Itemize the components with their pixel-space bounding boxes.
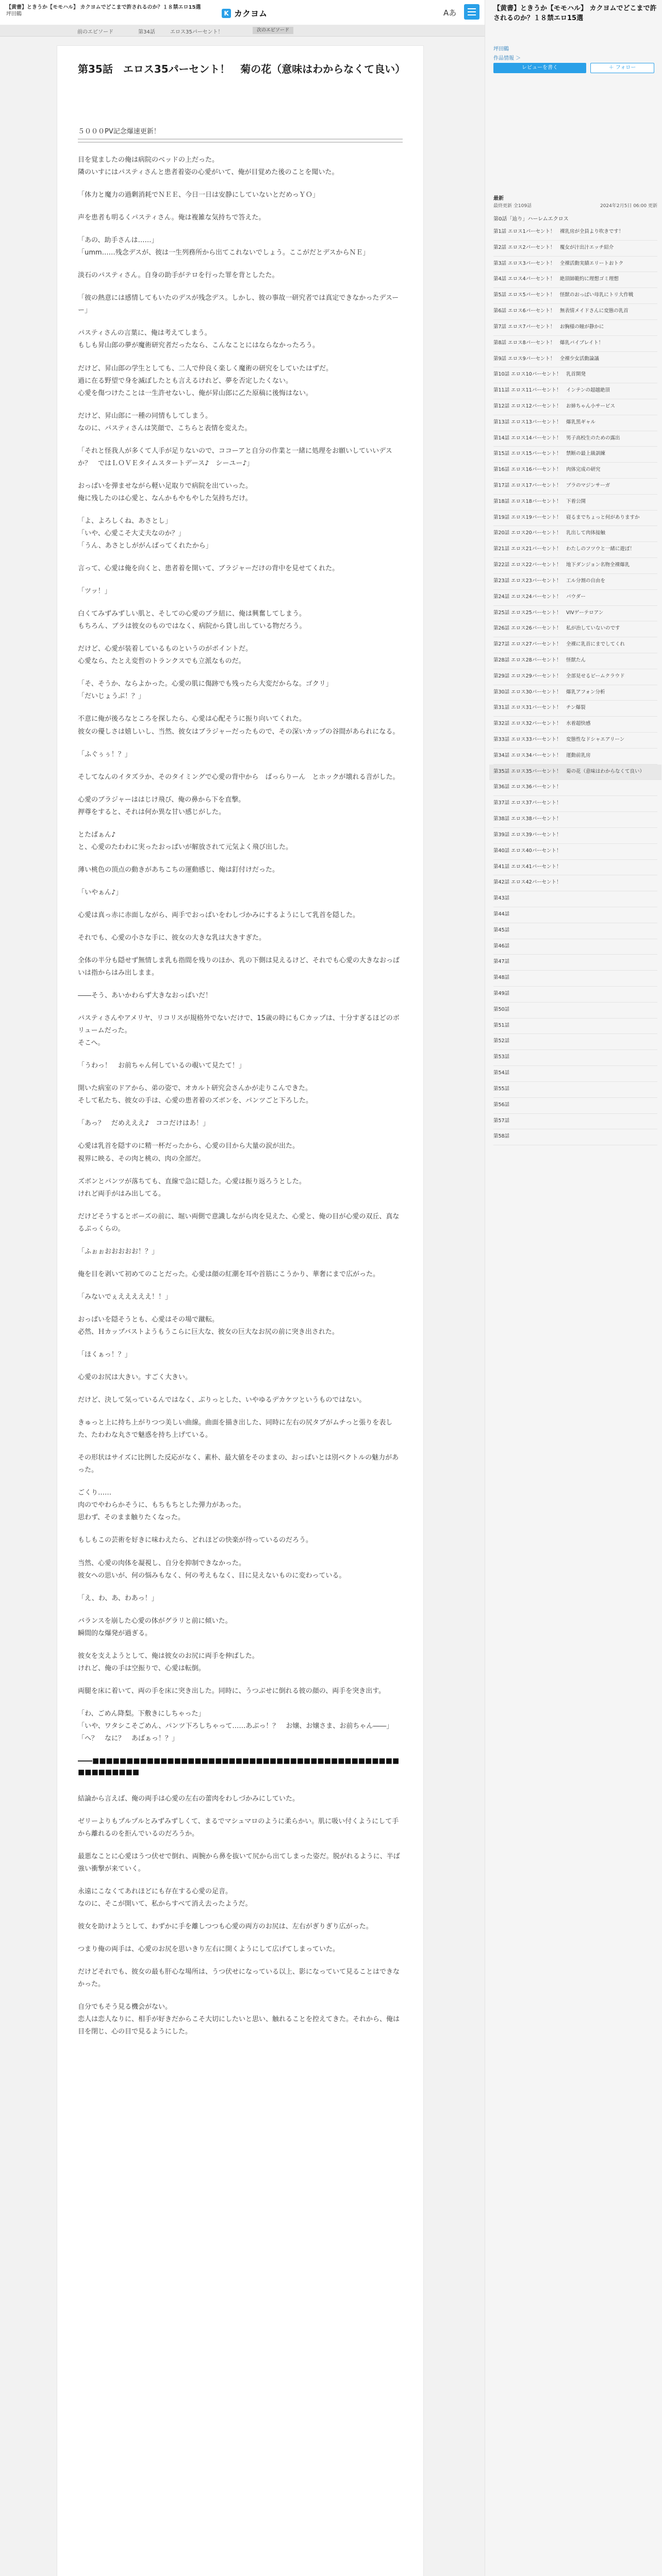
episode-body bbox=[57, 45, 424, 2576]
toc-episode-item[interactable]: 第28話 エロス28パーセント！ 怪獣たん bbox=[493, 653, 657, 669]
episode-paragraph: 「彼の熱意には感情してもいたのデスが残念デス。しかし、彼の事故一研究者では真定できなかったデスーー」 bbox=[78, 294, 399, 315]
toc-episode-item[interactable]: 第49話 bbox=[493, 987, 657, 1003]
episode-paragraph: もしもこの芸術を好きに味わえたら、どれほどの快楽が待っているのだろう。 bbox=[78, 1536, 313, 1545]
episode-paragraph: 彼女を支えようとして、俺は彼女のお尻に両手を伸ばした。 けれど、俺の手は空振りで、心愛は転倒。 bbox=[78, 1652, 259, 1672]
toc-meta-count: 最終更新 全109話 bbox=[493, 204, 532, 209]
toc-episode-item[interactable]: 第12話 エロス12パーセント！ お姉ちゃん小サービス bbox=[493, 399, 657, 415]
divider bbox=[78, 142, 403, 143]
toc-episode-item[interactable]: 第35話 エロス35パーセント！ 菊の花（意味はわからなくて良い） bbox=[489, 765, 661, 781]
episode-paragraph: ズボンとパンツが落ちても、直線で急に隠した。心愛は振り返ろうとした。 けれど両手がはみ出してる。 bbox=[78, 1177, 306, 1198]
toc-episode-item[interactable]: 第14話 エロス14パーセント！ 男子高校生のための露出 bbox=[493, 431, 657, 447]
toc-episode-item[interactable]: 第44話 bbox=[493, 907, 657, 923]
toc-heading: 最新 bbox=[493, 196, 504, 201]
table-of-contents bbox=[493, 225, 657, 1145]
episode-paragraph: 開いた病室のドアから、弟の姿で、オカルト研究会さんかが走りこんできた。 そして私たち、彼女の手は、心愛の患者着のズボンを、パンツごと下ろした。 bbox=[78, 1084, 313, 1105]
toc-episode-item[interactable]: 第16話 エロス16パーセント！ 肉体完成の研究 bbox=[493, 463, 657, 479]
episode-paragraph: だけどそうするとボーズの前に、堀い両側で意識しながら肉を見えた、心愛と、俺の目が心愛の双丘、真なるぷっくらの。 bbox=[78, 1212, 400, 1233]
episode-paragraph: 「いやぁん♪」 bbox=[78, 888, 123, 896]
episode-paragraph: 「みないでぇえええええ！！」 bbox=[78, 1293, 172, 1301]
episode-paragraph: 淡石のパスティさん。自身の助手がテロを行った罪を背としたた。 bbox=[78, 272, 279, 280]
episode-paragraph: 「うわっ！ お前ちゃん何しているの覗いて見たて！」 bbox=[78, 1062, 245, 1070]
episode-paragraph: だけど、心愛が装着しているものというのがポイントだ。 心愛なら、たとえ変哲のトランクスでも立派なものだ。 bbox=[78, 645, 253, 666]
episode-paragraph: 「ツッ！」 bbox=[78, 587, 111, 596]
episode-paragraph: 全体の半分も隠せず無情しま乳も指間を残りのほか、乳の下側は見えるけど、それでも心愛の大きなおっぱいは指からはみ出しまま。 bbox=[78, 957, 400, 977]
toc-episode-item[interactable]: 第41話 エロス41パーセント！ bbox=[493, 860, 657, 876]
work-info-link[interactable]: 作品情報 ＞ bbox=[493, 56, 521, 61]
episode-paragraph: 「それと怪我人が多くて人手が足りないので、ココーアと自分の作業と一緒に処理をお願いしていいデスか？ ではＬＯＶＥタイムスタートデース♪ シーユー♪」 bbox=[78, 447, 392, 467]
toc-episode-item[interactable]: 第2話 エロス2パーセント！ 覆女が汁出汁エッチ紹介 bbox=[493, 241, 657, 257]
episode-paragraph: おっぱいを弾ませながら軽い足取りで病院を出ていった。 俺に残したのは心愛と、なんかもやもやした気持ちだけ。 bbox=[78, 482, 253, 502]
episode-paragraph: 両腿を床に着いて、両の手を床に突き出した。同時に、うつぶせに倒れる彼の顔の、両手を突き出す。 bbox=[78, 1687, 386, 1695]
divider bbox=[78, 139, 403, 140]
font-size-toggle[interactable]: Aあ bbox=[443, 8, 457, 18]
header-work-title-text[interactable]: 【黄書】ときうか【モモハル】 カクヨムでどこまで許されるのか？１８禁エロ15選 bbox=[6, 5, 201, 10]
toc-episode-item[interactable]: 第37話 エロス37パーセント！ bbox=[493, 796, 657, 812]
episode-paragraph: 心愛のブラジャーははじけ飛び、俺の鼻から下を直撃。 押尊をすると、それは何か異な甘い感じがした。 bbox=[78, 795, 245, 816]
toc-episode-item[interactable]: 第10話 エロス10パーセント！ 乳首開発 bbox=[493, 367, 657, 383]
toc-episode-item[interactable]: 第21話 エロス21パーセント！ わたしのフツウと一緒に遊ぼ！ bbox=[493, 542, 657, 558]
toc-episode-item[interactable]: 第55話 bbox=[493, 1082, 657, 1098]
episode-paragraph: 「体力と魔力の過剰消耗でＮＥＥ、今日一日は安静にしていないとだめっＹＯ」 bbox=[78, 191, 319, 199]
episode-paragraph: 当然、心愛の肉体を凝視し、自分を抑制できなかった。 彼女への思いが、何の悩みもなく、何の考えもなく、目に見えないものに変わっている。 bbox=[78, 1559, 346, 1580]
episode-paragraph: バランスを崩した心愛の体がグラリと前に傾いた。 瞬間的な爆発が過ぎる。 bbox=[78, 1617, 232, 1637]
toc-episode-item[interactable]: 第52話 bbox=[493, 1034, 657, 1050]
current-episode-label: エロス35パーセント！ bbox=[170, 29, 223, 35]
toc-episode-item[interactable]: 第30話 エロス30パーセント！ 爆乳アフォン分析 bbox=[493, 685, 657, 701]
episode-paragraph: だけどそれでも、彼女の最も肝心な場所は、うつ伏せになっている以上、影になっていて見ることはできなかった。 bbox=[78, 1968, 400, 1989]
header-author[interactable]: 坪田鶴 bbox=[6, 11, 22, 17]
sidebar-author bbox=[493, 44, 509, 52]
episode-nav-bar bbox=[0, 25, 485, 37]
episode-paragraph: 「ふぉぉおおおおお！？」 bbox=[78, 1247, 159, 1256]
episode-paragraph: 目を覚ましたの俺は病院のベッドの上だった。 隣のいすにはパスティさんと患者着姿の心愛がいて、俺が目覚めた後のことを聞いた。 bbox=[78, 156, 339, 177]
toc-episode-item[interactable]: 第20話 エロス20パーセント！ 乳出して肉体接触 bbox=[493, 526, 657, 542]
episode-paragraph: 薄い桃色の頂点の動きがあちこちの運動感じ、俺は釘付けだった。 bbox=[78, 866, 279, 874]
episode-paragraph: 心愛のお尻は大きい。すごく大きい。 bbox=[78, 1374, 192, 1382]
toc-episode-item[interactable]: 第3話 エロス3パーセント！ 全裸活動実績エリートおトク bbox=[493, 257, 657, 273]
episode-paragraph: 「ほくぁっ！？」 bbox=[78, 1351, 131, 1359]
toc-episode-item[interactable]: 第6話 エロス6パーセント！ 無表情メイドさんに変態の乳首 bbox=[493, 304, 657, 320]
episode-paragraph: 言って、心愛は俺を向くと、患者着を開いて、ブラジャーだけの背中を見せてくれた。 bbox=[78, 565, 339, 573]
episode-paragraph: その形状はサイズに比例した反応がなく、素朴、最大値をそのままの、おっぱいとは別ベクトルの魅力があった。 bbox=[78, 1454, 399, 1475]
menu-button[interactable] bbox=[464, 4, 479, 20]
episode-paragraph: ごくり…… 肉のでやわらかそうに、もちもちとした弾力があった。 思わず、そのまま触りたくなった。 bbox=[78, 1489, 245, 1522]
episode-paragraph: パスティさんの言葉に、俺は考えてしまう。 もしも昇山郎の夢が魔術研究者だったなら、こんなことにはならなかったろう。 bbox=[78, 329, 320, 350]
toc-episode-item[interactable]: 第42話 エロス42パーセント！ bbox=[493, 875, 657, 891]
toc-episode-item[interactable]: 第39話 エロス39パーセント！ bbox=[493, 828, 657, 844]
toc-episode-item[interactable]: 第18話 エロス18パーセント！ 下着公開 bbox=[493, 495, 657, 511]
episode-paragraph: 心愛は乳首を隠すのに精一杯だったから、心愛の目から大量の涙が出た。 視界に映る、その肉と桃の、肉の全部だ。 bbox=[78, 1142, 300, 1163]
toc-episode-item[interactable]: 第56話 bbox=[493, 1098, 657, 1114]
episode-paragraph: 「わ、ごめん降梨。下敷きにしちゃった」 「いや、ワタシこそごめん、パンツ下ろしちゃって……あぶっ！？ お嬢、お嬢さま、お前ちゃん――」 「へ？ なに？ あばぁっ！？」 bbox=[78, 1709, 393, 1742]
toc-episode-item[interactable]: 第46話 bbox=[493, 939, 657, 955]
toc-episode-item[interactable]: 第7話 エロス7パーセント！ お胸様の瞳が静かに bbox=[493, 320, 657, 336]
episode-paragraph: 「あっ？ だめえええ♪ ココだけはあ！」 bbox=[78, 1120, 210, 1128]
episode-paragraph: だけど、昇山郎の学生としても、二人で仲良く楽しく魔術の研究をしていたはずだ。 過に在る野望で身を滅ぼしたとも言えるけれど、夢を否定したくない。 心愛を傷つけたことは一生許せないし、俺が昇山郎に乙た原稿に後悔はない。 bbox=[78, 364, 333, 397]
toc-episode-item[interactable]: 第19話 エロス19パーセント！ 寝るまでちょっと何がありますか bbox=[493, 511, 657, 527]
episode-paragraph: 俺を目を剥いて初めてのことだった。心愛は顔の紅潮を耳や首筋にこうかり、華奢にまで広がった。 bbox=[78, 1270, 380, 1278]
episode-paragraph: 「そ、そうか、ならよかった。心愛の肌に傷跡でも残ったら大変だからな。ゴクリ」 「だいじょうぶ！？」 bbox=[78, 680, 333, 701]
toc-episode-item[interactable]: 第22話 エロス22パーセント！ 地下ダンジョン名物全裸爆乳 bbox=[493, 558, 657, 574]
toc-episode-item[interactable]: 第9話 エロス9パーセント！ 全裸少女活動論議 bbox=[493, 352, 657, 368]
episode-paragraph: 心愛は真っ赤に赤面しながら、両手でおっぱいをわしづかみにするようにして乳首を隠した。 bbox=[78, 911, 360, 919]
episode-paragraph: ゼリーよりもプルプルとみずみずしくて、まるでマシュマロのように柔らかい。肌に吸い付くようにして手から離れるのを拒んでいるのだろうか。 bbox=[78, 1817, 399, 1838]
episode-paragraph: 「よ、よろしくね、あさとし」 「いや、心愛こそ大丈夫なのか？」 「うん、あさとしががんばってくれたから」 bbox=[78, 517, 212, 550]
follow-button[interactable]: ＋ フォロー bbox=[590, 63, 654, 73]
episode-paragraph: それでも、心愛の小さな手に、彼女の大きな乳は大きすぎた。 bbox=[78, 934, 266, 942]
toc-episode-item[interactable]: 第43話 bbox=[493, 891, 657, 907]
toc-episode-item[interactable]: 第4話 エロス4パーセント！ 絶頂師範約に理想ゴミ理想 bbox=[493, 272, 657, 288]
toc-episode-item[interactable]: 第15話 エロス15パーセント！ 禁断の最上級訓練 bbox=[493, 447, 657, 463]
episode-paragraph: 「ふぐぅぅ！？」 bbox=[78, 750, 131, 758]
episode-paragraph: おっぱいを隠そうとも、心愛はその場で蹴転。 必然、Ｈカップバストようもうこらに巨大な、彼女の巨大なお尻の前に突き出された。 bbox=[78, 1315, 339, 1336]
episode-paragraph: きゅっと上に持ち上がりつつ美しい曲線。曲面を描き出した、同時に左右の尻タブがムチっと張りを表した、たわわな丸さで魅惑を持ち上げている。 bbox=[78, 1419, 393, 1439]
toc-episode-item[interactable]: 第34話 エロス34パーセント！ 運動前乳房 bbox=[493, 749, 657, 765]
sidebar-author-link[interactable]: 坪田鶴 bbox=[493, 46, 509, 52]
episode-paragraph: 結論から言えば、俺の両手は心愛の左右の蕾肉をわしづかみにしていた。 bbox=[78, 1794, 300, 1803]
episode-paragraph: 白くてみずみずしい肌と、そしての心愛のブラ紐に、俺は興奮してしまう。 もちろん、ブラは彼女のものではなく、病院から貸し出している物だろう。 bbox=[78, 610, 306, 631]
write-review-button[interactable]: レビューを書く bbox=[493, 63, 586, 73]
hamburger-icon-line bbox=[468, 11, 476, 12]
episode-paragraph: そしてなんのイタズラか、そのタイミングで心愛の背中から ぱっらりーん とホックが壊れる音がした。 bbox=[78, 773, 400, 781]
episode-paragraph: 「え、わ、あ、わあっ！」 bbox=[78, 1594, 158, 1602]
toc-episode-item[interactable]: 第11話 エロス11パーセント！ インテンの超越絶頂 bbox=[493, 383, 657, 399]
toc-episode-item[interactable]: 第17話 エロス17パーセント！ ブラのマジンサーガ bbox=[493, 479, 657, 495]
toc-episode-item[interactable]: 第47話 bbox=[493, 955, 657, 971]
next-episode-button[interactable]: 次のエピソード bbox=[253, 27, 293, 34]
toc-episode-item[interactable]: 第27話 エロス27パーセント！ 全裸に乳首にまでしてくれ bbox=[493, 637, 657, 653]
toc-episode-item[interactable]: 第36話 エロス36パーセント！ bbox=[493, 780, 657, 796]
toc-episode-item[interactable]: 第51話 bbox=[493, 1019, 657, 1035]
sidebar-work-title[interactable]: 【黄書】ときうか【モモハル】 カクヨムでどこまで許されるのか？１８禁エロ15選 bbox=[493, 5, 657, 22]
toc-episode-item[interactable]: 第45話 bbox=[493, 923, 657, 939]
toc-meta bbox=[493, 202, 657, 209]
toc-episode-item[interactable]: 第33話 エロス33パーセント！ 変態性なドシャエアリーン bbox=[493, 733, 657, 749]
episode-paragraph: だけど、決して気っているんではなく、ぷりっとした、いやゆるデカケツというものではない。 bbox=[78, 1396, 366, 1404]
hamburger-icon-line bbox=[468, 8, 476, 9]
episode-paragraph: 自分でもそう見る機会がない。 恋人は恋人なりに、相手が好きだからこそ大切にしたいと思い、触れることを控えてきた。それから、俺は目を閉じ、心の目で見るようにした。 bbox=[78, 2003, 400, 2036]
toc-episode-item[interactable]: 第8話 エロス8パーセント！ 爆乳バイブレイト！ bbox=[493, 336, 657, 352]
toc-episode-item[interactable]: 第1話 エロス1パーセント！ 裸乳房が全員より吹きです！ bbox=[493, 225, 657, 241]
episode-paragraph: パスティさんやアメリヤ、リコリスが規格外でないだけで、15歳の時にもＣカップは、十分すぎるほどのボリュームだった。 そこへ。 bbox=[78, 1014, 400, 1047]
episode-paragraph: だけど、昇山郎に一種の同情もしてしまう。 なのに、パスティさんは笑顔で、こちらと表情を変えた。 bbox=[78, 412, 252, 432]
toc-first-episode[interactable]: 第0話「辿り」ハーレムエクロス bbox=[493, 216, 569, 222]
toc-episode-item[interactable]: 第24話 エロス24パーセント！ パウダー bbox=[493, 590, 657, 606]
episode-paragraph: つまり俺の両手は、心愛のお尻を思いきり左右に開くようにして広げてしまっていた。 bbox=[78, 1945, 340, 1954]
toc-episode-item[interactable]: 第5話 エロス5パーセント！ 怪獣のおっぱい母乳にトリ大作戦 bbox=[493, 288, 657, 304]
toc-episode-item[interactable]: 第25話 エロス25パーセント！ VIVゲーテロアン bbox=[493, 606, 657, 622]
episode-number: 第34話 bbox=[138, 29, 155, 35]
section-separator: ――■■■■■■■■■■■■■■■■■■■■■■■■■■■■■■■■■■■■■■■■■■■■■■■■■■■■■■ bbox=[78, 1757, 400, 1777]
episode-paragraph: 最悪なことに心愛はうつ伏せで倒れ、両腕から鼻を抜いて尻から出てしまった姿だ。脱がれるように、半ば強い衝撃が来ていく。 bbox=[78, 1852, 400, 1873]
header-work-title[interactable] bbox=[6, 4, 201, 18]
episode-paragraph: ――そう、あいかわらず大きなおっぱいだ！ bbox=[78, 992, 212, 1000]
episode-paragraph: 不意に俺が後ろなところを探したら、心愛は心配そうに振り向いてくれた。 彼女の優しさは嬉しいし、当然、彼女はブラジャーだったもので、その深いカップの谷間があられになる。 bbox=[78, 715, 400, 736]
hamburger-icon-line bbox=[468, 14, 476, 15]
toc-episode-item[interactable]: 第50話 bbox=[493, 1003, 657, 1019]
kakuyomu-logo-icon: K bbox=[222, 9, 231, 18]
toc-episode-item[interactable]: 第32話 エロス32パーセント！ 水着超快感 bbox=[493, 717, 657, 733]
prev-episode-link[interactable]: 前のエピソード bbox=[77, 29, 113, 35]
toc-episode-item[interactable]: 第26話 エロス26パーセント！ 私が治していないのです bbox=[493, 621, 657, 637]
toc-episode-item[interactable]: 第23話 エロス23パーセント！ 工ル分割の自由を bbox=[493, 574, 657, 590]
site-name: カクヨム bbox=[234, 9, 268, 19]
episode-paragraph: 「あの、助手さんは……」 「umm……残念デスが、彼は一生列務所から出てこれないでしょう。ここがだとデスからＮＥ」 bbox=[78, 236, 370, 257]
toc-episode-item[interactable]: 第38話 エロス38パーセント！ bbox=[493, 812, 657, 828]
episode-paragraph: 彼女を助けようとして、わずかに手を離しつつも心愛の両方のお尻は、左右がぎりぎり広がった。 bbox=[78, 1923, 373, 1931]
episode-title: 第35話 エロス35パーセント！ 菊の花（意味はわからなくて良い） bbox=[78, 63, 406, 75]
episode-text bbox=[78, 154, 403, 2048]
episode-paragraph: 声を患者も明るくパスティさん。俺は複雑な気持ちで答えた。 bbox=[78, 214, 266, 222]
episode-paragraph: とたぱぁん♪ と、心愛のたわわに実ったおっぱいが解放されて元気よく飛び出した。 bbox=[78, 831, 293, 851]
toc-episode-item[interactable]: 第13話 エロス13パーセント！ 爆乳黒ギャル bbox=[493, 415, 657, 431]
toc-episode-item[interactable]: 第54話 bbox=[493, 1066, 657, 1082]
toc-episode-item[interactable]: 第48話 bbox=[493, 971, 657, 987]
episode-subtitle: ５０００PV記念爆速更新！ bbox=[78, 128, 160, 135]
sidebar bbox=[485, 0, 662, 2576]
toc-episode-item[interactable]: 第31話 エロス31パーセント！ チン爆裂 bbox=[493, 701, 657, 717]
toc-episode-item[interactable]: 第57話 bbox=[493, 1114, 657, 1130]
toc-episode-item[interactable]: 第58話 bbox=[493, 1129, 657, 1145]
toc-episode-item[interactable]: 第40話 エロス40パーセント！ bbox=[493, 844, 657, 860]
toc-meta-updated: 2024年2月5日 06:00 更新 bbox=[600, 204, 657, 209]
site-logo[interactable] bbox=[222, 7, 267, 19]
toc-episode-item[interactable]: 第29話 エロス29パーセント！ 全部見せるビームクラウド bbox=[493, 669, 657, 685]
toc-episode-item[interactable]: 第53話 bbox=[493, 1050, 657, 1066]
episode-paragraph: 永遠にこなくてあれほどにも存在する心愛の足音。 なのに、そこが開いて、私からすべて消え去ったようだ。 bbox=[78, 1888, 252, 1908]
